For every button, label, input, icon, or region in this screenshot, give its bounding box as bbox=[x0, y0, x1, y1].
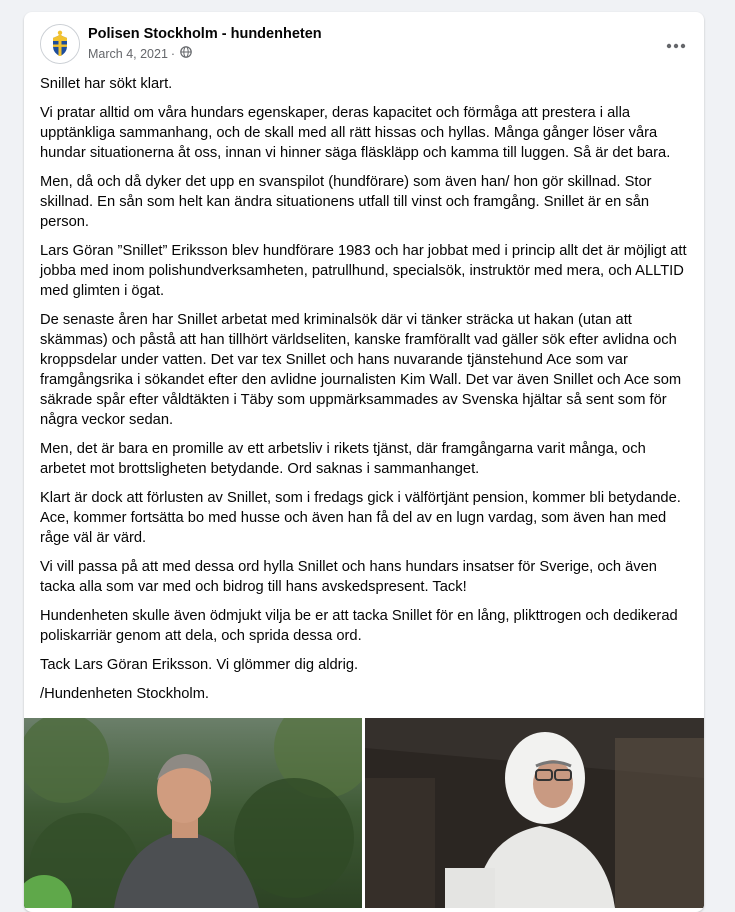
paragraph-7: Klart är dock att förlusten av Snillet, som i fredags gick i välförtjänt pension, kommer bli betydande. bbox=[40, 490, 681, 506]
paragraph-10: Hundenheten skulle även ödmjukt vilja be er att tacka Snillet för en lång, plikttrogen och dedikerad poliskarriär genom att dela, och sprida dessa ord. bbox=[40, 608, 678, 644]
photo-person-white-protective-suit[interactable] bbox=[365, 718, 704, 908]
post-header bbox=[40, 24, 688, 68]
paragraph-11: Tack Lars Göran Eriksson. Vi glömmer dig aldrig. bbox=[40, 657, 359, 673]
page-avatar[interactable] bbox=[40, 24, 80, 64]
more-options-button[interactable] bbox=[658, 28, 694, 64]
meta-separator: · bbox=[170, 46, 176, 61]
paragraph-9: Vi vill passa på att med dessa ord hylla Snillet och hans hundars insatser för Sverige, och även tacka alla som var med och bidrog till hans avskedspresent. Tack! bbox=[40, 559, 657, 595]
paragraph-12: /Hundenheten Stockholm. bbox=[40, 686, 210, 702]
paragraph-1: Snillet har sökt klart. bbox=[40, 76, 173, 92]
paragraph-5: De senaste åren har Snillet arbetat med kriminalsök där vi tänker sträcka ut hakan (utan att skämmas) och påstå att han tillhört världseliten, kanske framförallt vad gäller sök efter avlidna och kroppsdelar under vatten. Det var tex Snillet och hans nuvarande tjänstehund Ace som var framgångsrika i sökandet efter den avlidne journalisten Kim Wall. Det var även Snillet och Ace som säkrade spår efter våldtäkten i Täby som uppmärksammades av Svenska hjältar så sent som för några veckor sedan. bbox=[40, 312, 682, 428]
paragraph-3: Men, då och då dyker det upp en svanspilot (hundförare) som även han/ hon gör skillnad. Stor skillnad. En sån som helt kan ändra situationens utfall till vinst och framgång. Snillet är en sån person. bbox=[40, 174, 652, 230]
post-text bbox=[40, 74, 692, 713]
page-name[interactable]: Polisen Stockholm - hundenheten bbox=[88, 26, 322, 42]
post-card bbox=[24, 12, 704, 912]
paragraph-6: Men, det är bara en promille av ett arbetsliv i rikets tjänst, där framgångarna varit många, och arbetet mot brottsligheten betydande. Ord saknas i sammanhanget. bbox=[40, 441, 646, 477]
post-date[interactable]: March 4, 2021 bbox=[88, 46, 168, 61]
post-meta bbox=[88, 46, 192, 61]
paragraph-2: Vi pratar alltid om våra hundars egenskaper, deras kapacitet och förmåga att prestera i alla upptänkliga sammanhang, och de skall med all rätt hissas och hyllas. Många gånger löser våra hundar situationerna åt oss, innan vi hinner säga fläskläpp och kamma till luggen. Så är det bara. bbox=[40, 105, 671, 161]
more-options-icon bbox=[666, 43, 686, 49]
photo-grid bbox=[24, 718, 704, 908]
paragraph-4: Lars Göran ”Snillet” Eriksson blev hundförare 1983 och har jobbat med i princip allt det är möjligt att jobba med inom polishundverksamheten, patrullhund, specialsök, instruktör med mera, och ALLTID med glimten i ögat. bbox=[40, 243, 687, 299]
paragraph-8: Ace, kommer fortsätta bo med husse och även han få del av en lugn vardag, som även han med råge väl är värd. bbox=[40, 510, 667, 546]
globe-icon[interactable] bbox=[180, 46, 192, 61]
photo-man-outdoors[interactable] bbox=[24, 718, 362, 908]
police-badge-icon bbox=[41, 25, 79, 63]
